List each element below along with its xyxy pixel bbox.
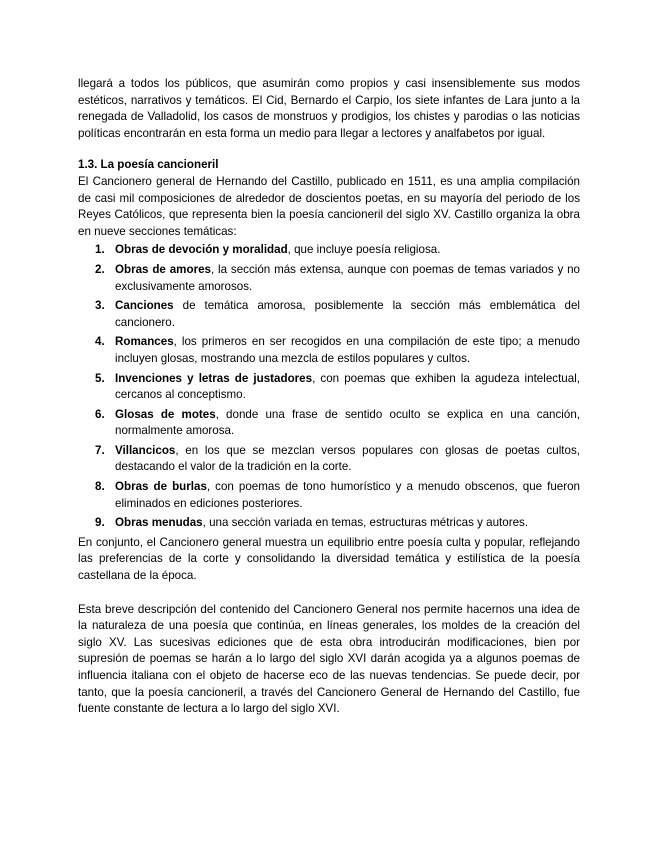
conclusion-paragraph: En conjunto, el Cancionero general muestra un equilibrio entre poesía culta y popular, reflejando las preferencias de la corte y consolidando la diversidad temática y estilística de la poesía castellana de la época. [78,535,580,583]
list-item [78,407,580,440]
list-item-term: Obras de burlas [115,480,207,494]
list-item [78,298,580,331]
sections-list [78,242,580,532]
list-item-term: Villancicos [115,443,176,457]
list-item-term: Canciones [115,299,174,313]
document-page [78,76,580,718]
list-item-text: , los primeros en ser recogidos en una compilación de este tipo; a menudo incluyen glosas, mostrando una mezcla de estilos populares y cultos. [115,335,580,365]
list-item-number: 9. [95,516,105,530]
list-item-term: Invenciones y letras de justadores [115,371,313,385]
list-item [78,479,580,512]
list-item [78,443,580,476]
list-item [78,515,580,532]
list-item-number: 7. [95,443,105,457]
list-item-number: 1. [95,243,105,257]
list-item-number: 8. [95,480,105,494]
list-item-term: Obras de devoción y moralidad [115,243,288,257]
list-item-term: Obras menudas [115,516,203,530]
list-item-text: , que incluye poesía religiosa. [287,243,441,257]
list-item-text: de temática amorosa, posiblemente la sección más emblemática del cancionero. [115,299,580,329]
list-item-term: Glosas de motes [115,407,216,421]
section-heading: 1.3. La poesía cancioneril [78,158,219,172]
list-item-term: Obras de amores [115,262,211,276]
list-item-text: , en los que se mezclan versos populares con glosas de poetas cultos, destacando el valor de la tradición en la corte. [115,443,580,474]
list-item-text: , donde una frase de sentido oculto se explica en una canción, normalmente amorosa. [115,407,580,438]
list-item [78,334,580,367]
closing-paragraph: Esta breve descripción del contenido del Cancionero General nos permite hacernos una idea de la naturaleza de una poesía que continúa, en líneas generales, los moldes de la creación del siglo XV. Las sucesivas ediciones que de esta obra introducirán modificaciones, bien por supresión de poemas se harán a lo largo del siglo XVI darán acogida ya a algunos poemas de influencia italiana con el objeto de hacerse eco de las nuevas tendencias. Se puede decir, por tanto, que la poesía cancioneril, a través del Cancionero General de Hernando del Castillo, fue fuente constante de lectura a lo largo del siglo XVI. [78,602,580,716]
list-item-number: 2. [95,262,105,276]
section-lead-paragraph: El Cancionero general de Hernando del Castillo, publicado en 1511, es una amplia compilación de casi mil composiciones de alrededor de doscientos poetas, en su mayoría del periodo de los Reyes Católicos, que representa bien la poesía cancioneril del siglo XV. Castillo organiza la obra en nueve secciones temáticas: [78,174,580,238]
list-item-text: , una sección variada en temas, estructuras métricas y autores. [202,516,529,530]
list-item-text: , con poemas de tono humorístico y a menudo obscenos, que fueron eliminados en ediciones posteriores. [115,480,581,510]
list-item [78,371,580,404]
list-item-text: , la sección más extensa, aunque con poemas de temas variados y no exclusivamente amorosos. [115,262,581,293]
list-item-number: 6. [95,407,105,421]
list-item-text: , con poemas que exhiben la agudeza intelectual, cercanos al conceptismo. [115,371,580,402]
list-item-number: 4. [95,335,105,349]
list-item-number: 5. [95,371,105,385]
intro-paragraph: llegará a todos los públicos, que asumirán como propios y casi insensiblemente sus modos estéticos, narrativos y temáticos. El Cid, Bernardo el Carpio, los siete infantes de Lara junto a la renegada de Valladolid, los casos de monstruos y prodigios, los chistes y parodias o las noticias políticas encontrarán en esta forma un medio para llegar a lectores y analfabetos por igual. [78,77,580,140]
list-item [78,242,580,259]
list-item-number: 3. [95,299,105,313]
list-item [78,262,580,295]
list-item-term: Romances [115,335,174,349]
